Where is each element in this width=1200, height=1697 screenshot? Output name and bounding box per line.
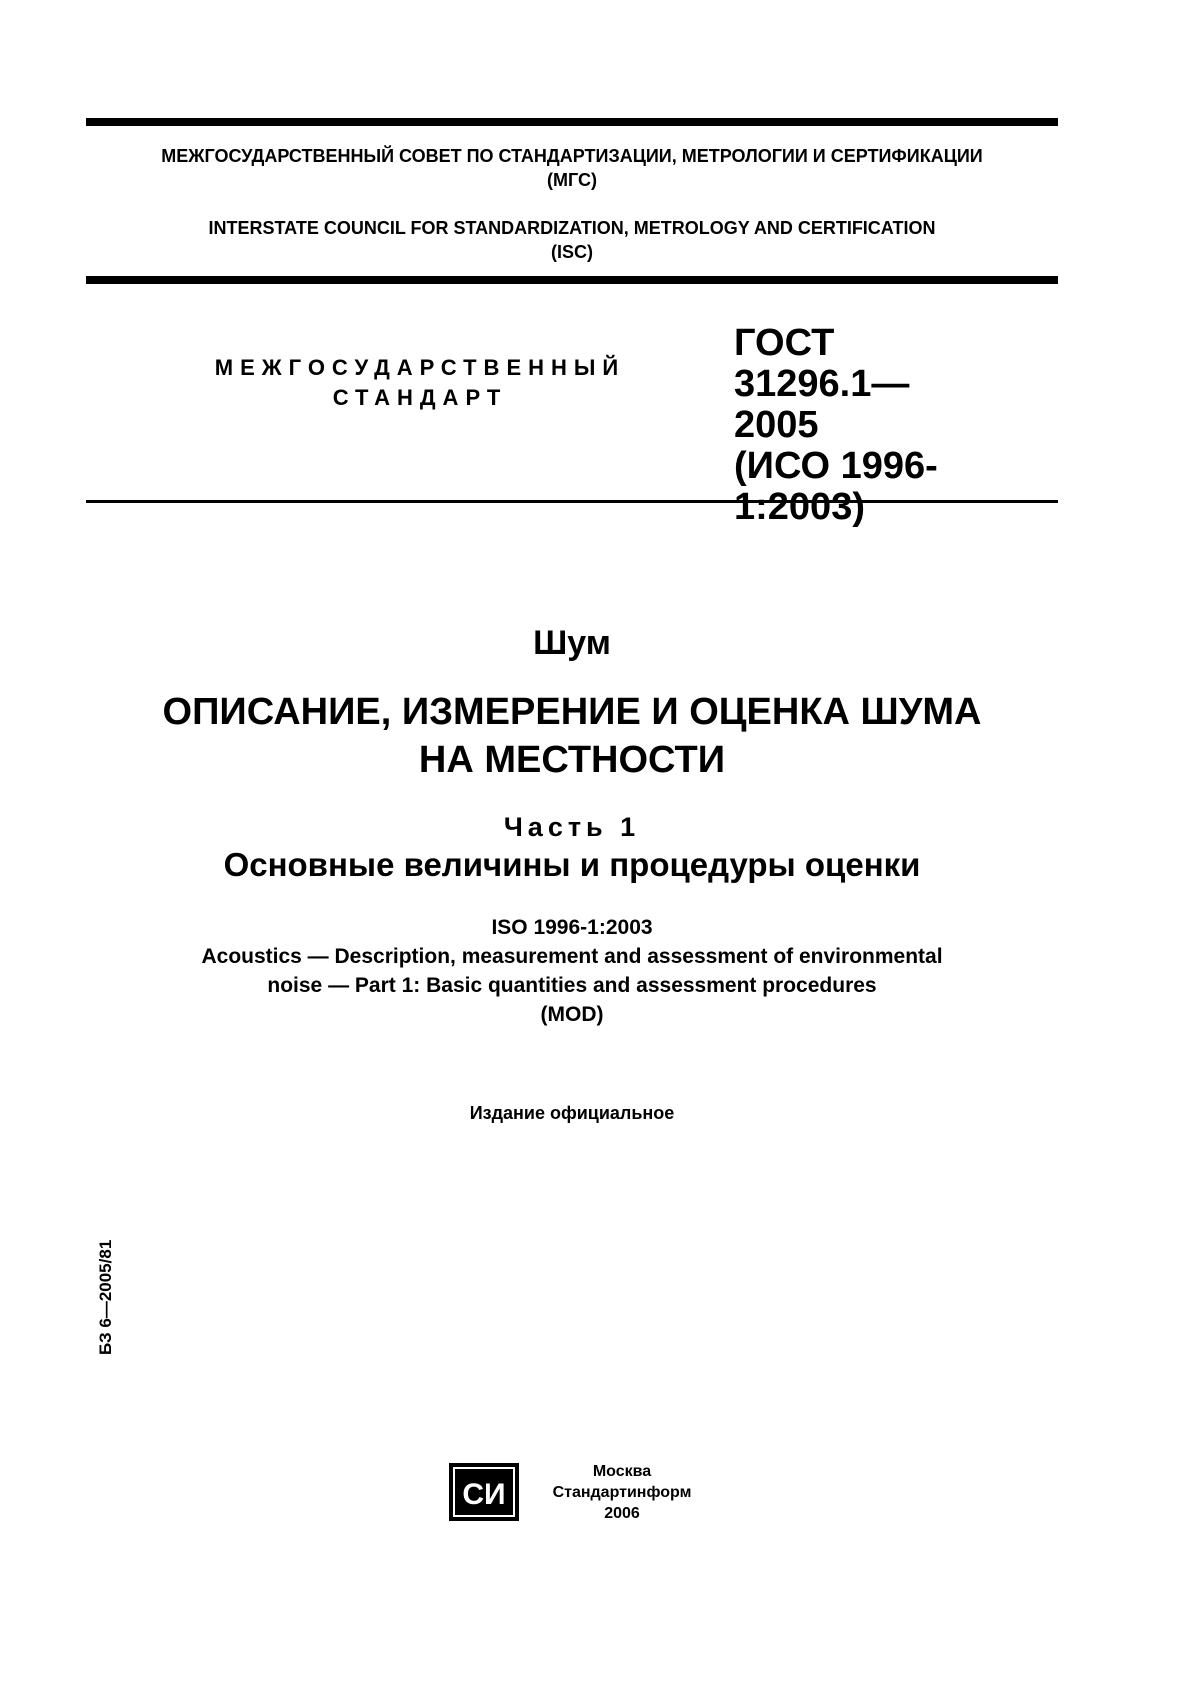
publisher-city: Москва [592, 1463, 652, 1480]
standard-kind [160, 353, 680, 413]
council-en [86, 216, 1058, 264]
iso-mod: (MOD) [540, 1003, 604, 1026]
title-main-line2: НА МЕСТНОСТИ [418, 739, 726, 781]
standartinform-logo-icon [449, 1462, 519, 1522]
title-part: Часть 1 [503, 812, 641, 842]
council-ru [86, 144, 1058, 192]
council-en-abbr: (ISC) [551, 242, 593, 262]
gost-iso-equivalent: (ИСО 1996-1:2003) [734, 445, 938, 528]
gost-year: 2005 [734, 404, 819, 446]
title-part-name: Основные величины и процедуры оценки [223, 846, 921, 883]
top-rule [86, 118, 1058, 126]
iso-number: ISO 1996-1:2003 [491, 916, 653, 939]
standard-kind-line2: СТАНДАРТ [332, 385, 508, 410]
gost-designation [734, 323, 1064, 528]
iso-reference [86, 913, 1058, 1029]
council-ru-abbr: (МГС) [547, 170, 597, 190]
side-code: БЗ 6—2005/81 [96, 1239, 115, 1355]
iso-title-line1: Acoustics — Description, measurement and assessment of environmental [201, 945, 943, 968]
gost-label: ГОСТ [734, 322, 835, 364]
title-subject: Шум [533, 624, 611, 662]
header-bottom-rule [86, 276, 1058, 284]
title-main-line1: ОПИСАНИЕ, ИЗМЕРЕНИЕ И ОЦЕНКА ШУМА [162, 691, 982, 733]
council-ru-name: МЕЖГОСУДАРСТВЕННЫЙ СОВЕТ ПО СТАНДАРТИЗАЦИИ, МЕТРОЛОГИИ И СЕРТИФИКАЦИИ [161, 146, 983, 166]
edition-label: Издание официальное [469, 1103, 675, 1123]
council-en-name: INTERSTATE COUNCIL FOR STANDARDIZATION, METROLOGY AND CERTIFICATION [208, 218, 936, 238]
svg-text:СИ: СИ [462, 1478, 506, 1511]
title-main [86, 688, 1058, 784]
standard-kind-line1: МЕЖГОСУДАРСТВЕННЫЙ [214, 355, 626, 380]
publisher-name: Стандартинформ [552, 1484, 692, 1501]
publisher-year: 2006 [604, 1505, 640, 1522]
iso-title-line2: noise — Part 1: Basic quantities and assessment procedures [267, 974, 877, 997]
publisher [542, 1461, 702, 1524]
gost-number: 31296.1— [734, 363, 910, 405]
